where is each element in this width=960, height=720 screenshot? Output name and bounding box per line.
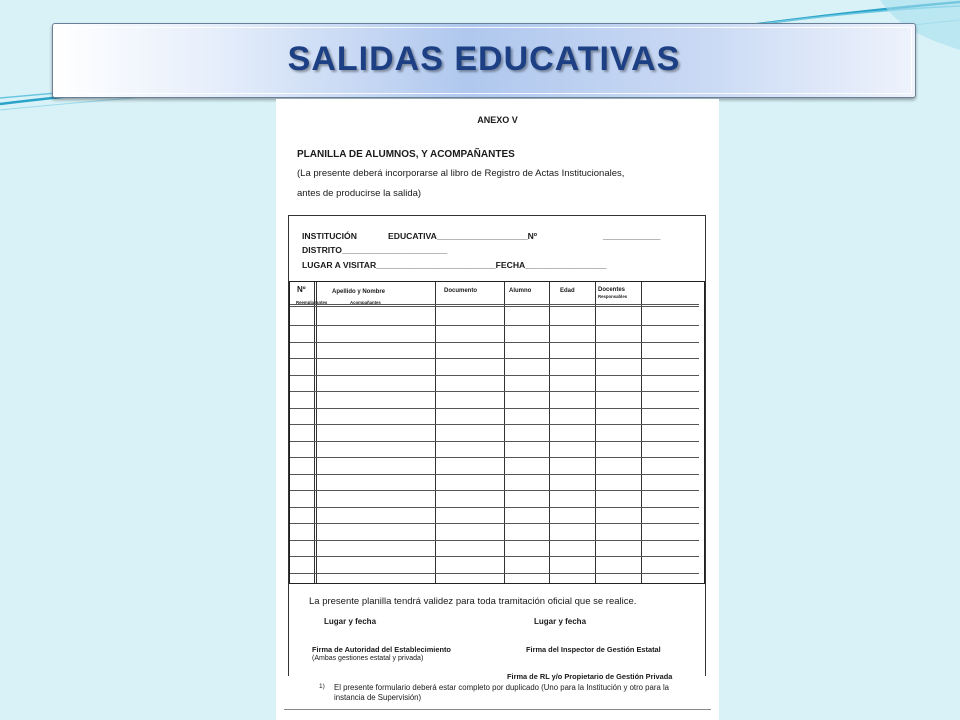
column-divider — [641, 282, 642, 583]
header-documento: Documento — [444, 288, 477, 294]
validity-text: La presente planilla tendrá validez para toda tramitación oficial que se realice. — [309, 596, 637, 607]
lugar-fecha-left: Lugar y fecha — [324, 617, 377, 626]
ambas-gestiones: (Ambas gestiones estatal y privada) — [312, 655, 424, 662]
row-line — [290, 507, 699, 508]
row-line — [290, 474, 699, 475]
column-divider — [435, 282, 436, 583]
student-table — [289, 281, 705, 584]
header-acompanantes: Acompañantes — [350, 300, 381, 305]
header-reemplazantes: Reemplazantes — [296, 300, 328, 305]
header-nro: Nº — [297, 285, 306, 294]
scanned-document — [276, 99, 719, 720]
row-line — [290, 573, 699, 574]
row-line — [290, 375, 699, 376]
firma-autoridad: Firma de Autoridad del Establecimiento — [312, 645, 451, 654]
column-divider — [316, 282, 317, 583]
title-bar — [52, 23, 916, 98]
row-line — [290, 358, 699, 359]
footnote-number: 1) — [319, 683, 325, 690]
header-docentes: Docentes — [598, 287, 626, 293]
anexo-label: ANEXO V — [477, 115, 518, 125]
header-divider — [290, 304, 699, 305]
row-line — [290, 556, 699, 557]
header-divider — [290, 306, 699, 307]
document-heading: PLANILLA DE ALUMNOS, Y ACOMPAÑANTES — [297, 149, 515, 160]
header-edad: Edad — [560, 288, 575, 294]
row-line — [290, 540, 699, 541]
firma-rl: Firma de RL y/o Propietario de Gestión Privada — [507, 672, 673, 681]
row-line — [290, 391, 699, 392]
row-line — [290, 523, 699, 524]
column-divider — [595, 282, 596, 583]
lugar-fecha-right: Lugar y fecha — [534, 617, 587, 626]
header-apellido: Apellido y Nombre — [332, 289, 386, 295]
row-line — [290, 441, 699, 442]
form-educativa: EDUCATIVA___________________Nº — [388, 231, 538, 241]
form-distrito: DISTRITO______________________ — [302, 245, 448, 255]
form-institucion: INSTITUCIÓN — [302, 231, 357, 241]
bottom-rule — [284, 709, 711, 710]
row-line — [290, 457, 699, 458]
firma-inspector: Firma del Inspector de Gestión Estatal — [526, 645, 661, 654]
header-alumno: Alumno — [509, 288, 532, 294]
column-divider — [504, 282, 505, 583]
column-divider — [314, 282, 315, 583]
column-divider — [549, 282, 550, 583]
footnote-text: El presente formulario deberá estar completo por duplicado (Uno para la Institución y otro para la instancia de Supervisión) — [334, 683, 670, 702]
row-line — [290, 490, 699, 491]
note-line-1: (La presente deberá incorporarse al libro de Registro de Actas Institucionales, — [297, 168, 625, 179]
form-nro-line: ____________ — [603, 231, 661, 241]
row-line — [290, 342, 699, 343]
row-line — [290, 325, 699, 326]
form-lugar-fecha: LUGAR A VISITAR_________________________FECHA_________________ — [302, 260, 607, 270]
header-responsables: Responsables — [598, 294, 628, 299]
row-line — [290, 408, 699, 409]
slide-title: SALIDAS EDUCATIVAS — [287, 40, 681, 78]
note-line-2: antes de producirse la salida) — [297, 188, 422, 199]
row-line — [290, 424, 699, 425]
